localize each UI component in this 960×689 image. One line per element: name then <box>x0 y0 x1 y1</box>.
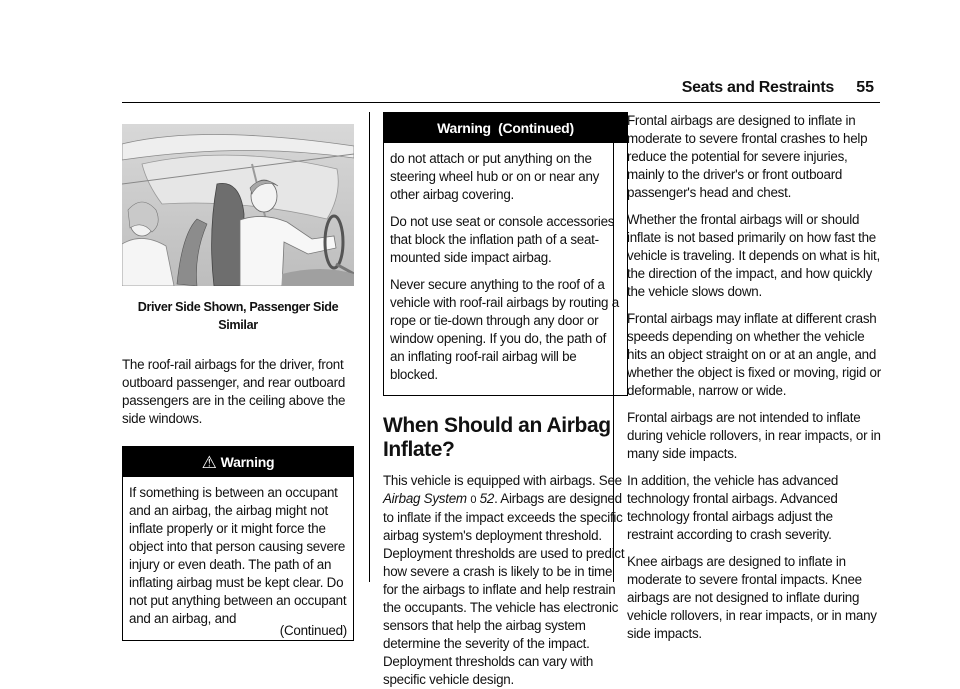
body-paragraph: Knee airbags are designed to inflate in moderate to severe frontal impacts. Knee airbags are not designed to inflate during vehicle rollovers, in rear impacts, or in many side impacts. <box>627 554 877 641</box>
warning-box <box>122 446 354 641</box>
warning-continued-paragraph: do not attach or put anything on the steering wheel hub or on or near any other airbag covering. <box>390 151 600 202</box>
warning-continued-box <box>383 112 628 396</box>
warning-header <box>123 447 353 477</box>
roof-rail-paragraph: The roof-rail airbags for the driver, front outboard passenger, and rear outboard passengers are in the ceiling above the side windows. <box>122 357 346 426</box>
page-number: 55 <box>856 79 874 96</box>
warning-continued-body <box>384 143 627 395</box>
para-text-after: . Airbags are designed to inflate if the impact exceeds the specific airbag system's deployment threshold. Deployment thresholds are used to predict how severe a crash is likely to be in time for the airbags to inflate and help restrain the occupants. The vehicle has electronic sensors that help the airbag system determine the severity of the impact. Deployment thresholds can vary with specific vehicle design. <box>383 491 625 687</box>
section-title: When Should an Airbag Inflate? <box>383 414 611 461</box>
body-paragraph: In addition, the vehicle has advanced technology frontal airbags. Advanced technology frontal airbags adjust the restraint according to crash severity. <box>627 473 839 542</box>
column-left <box>122 112 354 641</box>
para-text-before: This vehicle is equipped with airbags. See <box>383 473 622 488</box>
warning-text: If something is between an occupant and an airbag, the airbag might not inflate properly or it might force the object into that person causing severe injury or even death. The path of an inflating airbag must be kept clear. Do not put anything between an occupant and an airbag, and <box>129 485 347 626</box>
body-paragraph: Frontal airbags are not intended to inflate during vehicle rollovers, in rear impacts, or in many side impacts. <box>627 410 881 461</box>
warning-title: Warning <box>220 454 275 470</box>
warning-continued-paragraph: Do not use seat or console accessories that block the inflation path of a seat-mounted side impact airbag. <box>390 214 615 265</box>
airbag-inflate-paragraph <box>383 472 627 689</box>
column-middle <box>369 112 627 687</box>
column-right <box>613 112 894 641</box>
driver-passenger-airbag-illustration <box>122 124 354 286</box>
warning-continued-paragraph: Never secure anything to the roof of a vehicle with roof-rail airbags by routing a rope or tie-down through any door or window opening. If you do, the path of an inflating roof-rail airbag will be blocked. <box>390 277 619 382</box>
figure-caption: Driver Side Shown, Passenger Side Similar <box>137 300 339 332</box>
continued-label: (Continued) <box>279 623 347 638</box>
page-ref-link[interactable]: 52 <box>479 491 495 506</box>
warning-continued-header: Warning (Continued) <box>384 113 627 143</box>
warning-body <box>123 477 353 640</box>
airbag-system-link[interactable]: Airbag System <box>383 491 467 506</box>
section-header-title: Seats and Restraints <box>681 79 834 96</box>
page-ref-arrow-icon: 0 <box>470 494 477 506</box>
body-paragraph: Frontal airbags may inflate at different crash speeds depending on whether the vehicle hits an object straight on or at an angle, and whether the object is fixed or moving, rigid or deformable, narrow or wide. <box>627 311 881 398</box>
warning-triangle-icon: ⚠ <box>201 453 217 472</box>
airbag-illustration <box>122 124 354 286</box>
body-paragraph: Whether the frontal airbags will or should inflate is not based primarily on how fast the vehicle is traveling. It depends on what is hit, the direction of the impact, and how quickly the vehicle slows down. <box>627 212 880 299</box>
page-header <box>122 76 880 103</box>
body-paragraph: Frontal airbags are designed to inflate in moderate to severe frontal crashes to help reduce the potential for severe injuries, mainly to the driver's or front outboard passenger's head and chest. <box>627 113 868 200</box>
